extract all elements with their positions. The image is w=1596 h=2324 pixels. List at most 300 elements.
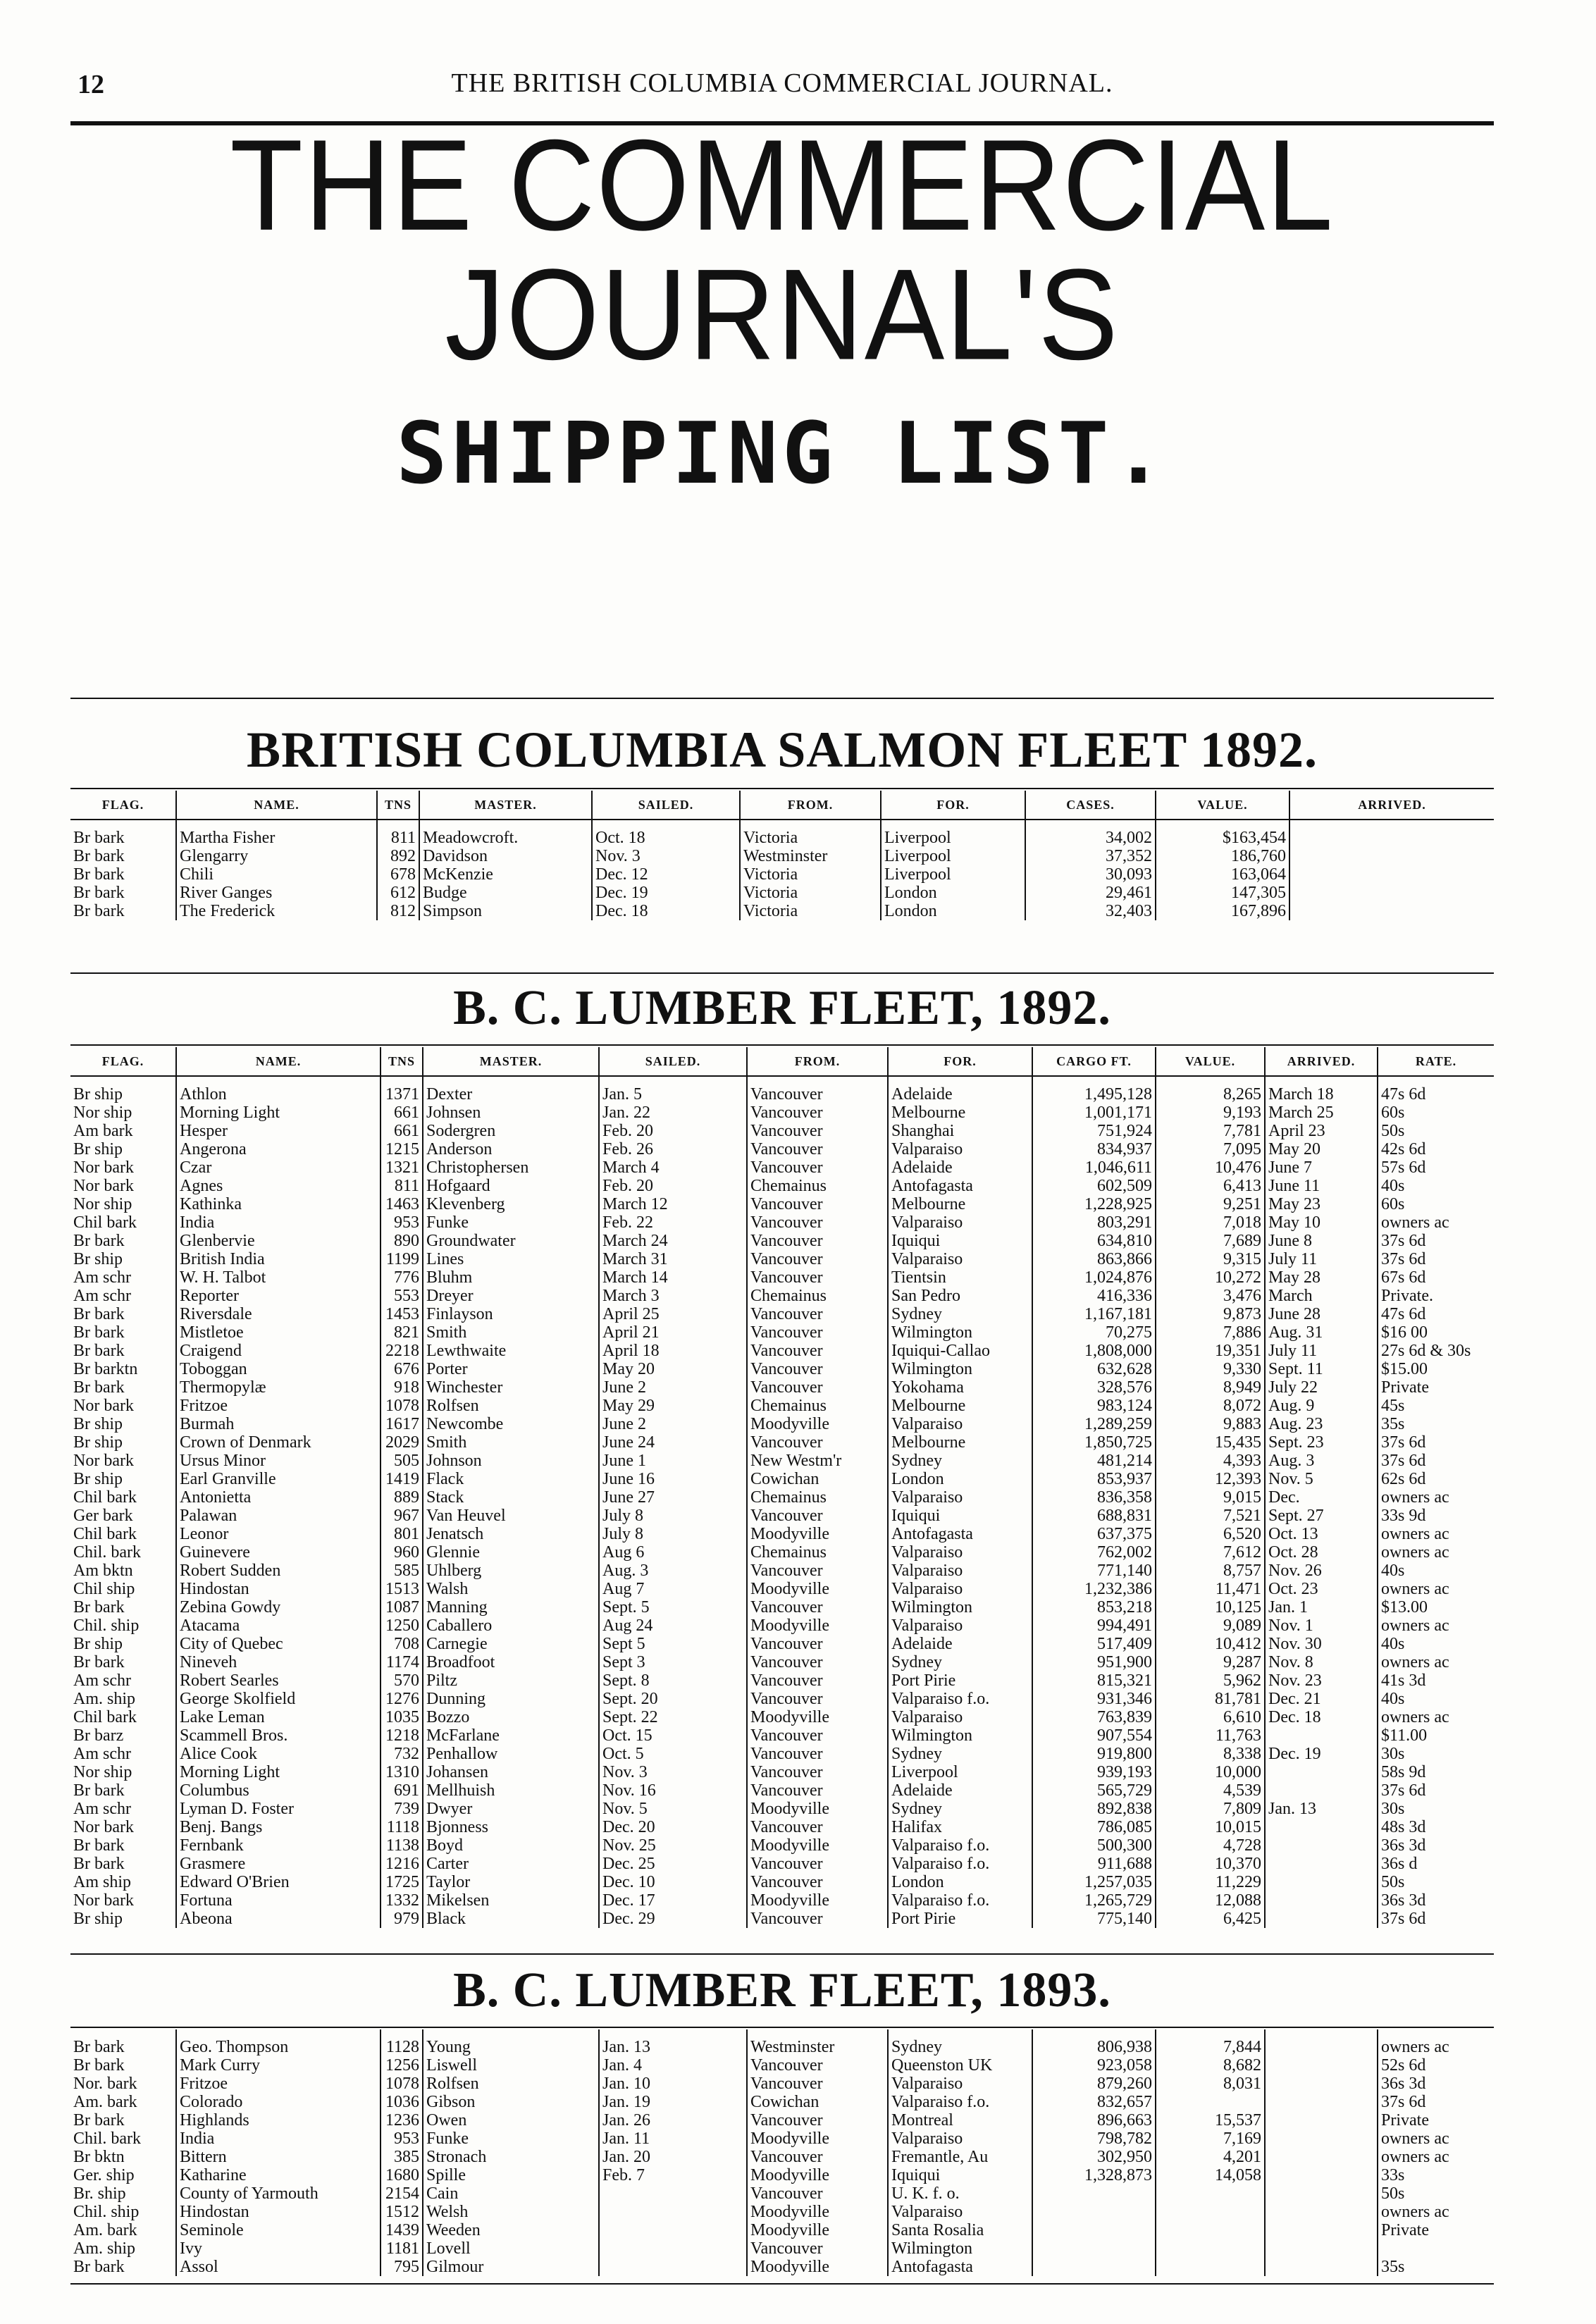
- cell-rate: owners ac: [1378, 2029, 1494, 2056]
- cell-master: Carter: [423, 1855, 599, 1873]
- cell-master: Klevenberg: [423, 1195, 599, 1213]
- cell-tons: 661: [381, 1104, 423, 1122]
- cell-master: McFarlane: [423, 1726, 599, 1745]
- cell-master: Owen: [423, 2111, 599, 2130]
- lumber1892-heading-rule: [70, 1044, 1494, 1046]
- cell-from: Vancouver: [747, 1763, 888, 1781]
- table-row: [70, 1122, 1494, 1140]
- cell-for: Sydney: [888, 1745, 1032, 1763]
- table-row: [70, 1323, 1494, 1342]
- cell-value: 15,537: [1156, 2111, 1265, 2130]
- lumber-1893-heading: B. C. LUMBER FLEET, 1893.: [453, 1963, 1111, 2017]
- cell-flag: Br bark: [73, 1342, 125, 1360]
- cell-name: Scammell Bros.: [176, 1726, 381, 1745]
- cell-master: Stack: [423, 1488, 599, 1507]
- cell-flag: Am schr: [73, 1268, 131, 1287]
- cell-sailed: Oct. 15: [599, 1726, 747, 1745]
- cell-arrived: [1265, 1873, 1378, 1891]
- cell-for: Queenston UK: [888, 2056, 1032, 2075]
- cell-name: Robert Sudden: [176, 1562, 381, 1580]
- cell-flag: Nor bark: [73, 1397, 134, 1415]
- cell-cargo: [1032, 2258, 1156, 2276]
- cell-for: Sydney: [888, 1305, 1032, 1323]
- cell-arrived: Aug. 31: [1265, 1323, 1378, 1342]
- lumber1892-top-rule: [70, 972, 1494, 974]
- cell-tons: 1218: [381, 1726, 423, 1745]
- cell-cargo: 602,509: [1032, 1177, 1156, 1195]
- cell-rate: Private: [1378, 1378, 1494, 1397]
- cell-value: 163,064: [1156, 865, 1289, 884]
- cell-from: Victoria: [740, 884, 881, 902]
- cell-for: Wilmington: [888, 1323, 1032, 1342]
- cell-tons: 967: [381, 1507, 423, 1525]
- cell-tons: 1371: [381, 1076, 423, 1104]
- cell-arrived: [1265, 1910, 1378, 1928]
- cell-master: Taylor: [423, 1873, 599, 1891]
- cell-arrived: [1265, 1855, 1378, 1873]
- cell-sailed: [599, 2258, 747, 2276]
- cell-rate: 35s: [1378, 2258, 1494, 2276]
- cell-arrived: [1265, 2111, 1378, 2130]
- cell-cargo: 565,729: [1032, 1781, 1156, 1800]
- cell-for: Valparaiso: [888, 2203, 1032, 2221]
- cell-tons: 1310: [381, 1763, 423, 1781]
- cell-rate: 47s 6d: [1378, 1305, 1494, 1323]
- cell-rate: 36s 3d: [1378, 2075, 1494, 2093]
- cell-for: Iquiqui: [888, 2166, 1032, 2184]
- cell-for: London: [888, 1873, 1032, 1891]
- cell-sailed: Aug 24: [599, 1617, 747, 1635]
- cell-value: 9,883: [1156, 1415, 1265, 1433]
- cell-sailed: Feb. 20: [599, 1122, 747, 1140]
- cell-sailed: Dec. 25: [599, 1855, 747, 1873]
- cell-arrived: May 23: [1265, 1195, 1378, 1213]
- salmon-top-rule: [70, 698, 1494, 699]
- cell-flag: Nor bark: [73, 1452, 134, 1470]
- cell-rate: 60s: [1378, 1104, 1494, 1122]
- cell-from: Vancouver: [747, 1305, 888, 1323]
- cell-sailed: Sept. 8: [599, 1671, 747, 1690]
- cell-cargo: 1,232,386: [1032, 1580, 1156, 1598]
- cell-arrived: Dec. 21: [1265, 1690, 1378, 1708]
- cell-name: Hindostan: [176, 1580, 381, 1598]
- table-row: [70, 1855, 1494, 1873]
- cell-for: Valparaiso: [888, 2130, 1032, 2148]
- cell-cargo: 416,336: [1032, 1287, 1156, 1305]
- cell-master: Funke: [423, 1213, 599, 1232]
- cell-master: Jenatsch: [423, 1525, 599, 1543]
- column-header: RATE.: [1378, 1047, 1494, 1076]
- column-header: FROM.: [740, 791, 881, 820]
- cell-rate: $16 00: [1378, 1323, 1494, 1342]
- cell-name: Kathinka: [176, 1195, 381, 1213]
- cell-rate: 48s 3d: [1378, 1818, 1494, 1836]
- cell-value: 7,809: [1156, 1800, 1265, 1818]
- cell-name: India: [176, 2130, 381, 2148]
- cell-value: 10,000: [1156, 1763, 1265, 1781]
- cell-master: Broadfoot: [423, 1653, 599, 1671]
- cell-for: Sydney: [888, 2029, 1032, 2056]
- cell-value: 11,229: [1156, 1873, 1265, 1891]
- cell-flag: Br bark: [73, 1598, 125, 1617]
- cell-sailed: [599, 2203, 747, 2221]
- cell-flag: Am schr: [73, 1800, 131, 1818]
- cell-from: Vancouver: [747, 1323, 888, 1342]
- cell-tons: 1419: [381, 1470, 423, 1488]
- cell-master: Dexter: [423, 1076, 599, 1104]
- cell-for: Iquiqui-Callao: [888, 1342, 1032, 1360]
- cell-tons: 1118: [381, 1818, 423, 1836]
- table-row: [70, 1195, 1494, 1213]
- cell-master: Black: [423, 1910, 599, 1928]
- table-row: [70, 1488, 1494, 1507]
- cell-value: 9,315: [1156, 1250, 1265, 1268]
- cell-sailed: Feb. 7: [599, 2166, 747, 2184]
- cell-tons: 676: [381, 1360, 423, 1378]
- cell-value: 10,015: [1156, 1818, 1265, 1836]
- cell-rate: [1378, 2239, 1494, 2258]
- cell-rate: $13.00: [1378, 1598, 1494, 1617]
- cell-name: India: [176, 1213, 381, 1232]
- cell-sailed: Feb. 20: [599, 1177, 747, 1195]
- cell-master: Gilmour: [423, 2258, 599, 2276]
- cell-master: Johansen: [423, 1763, 599, 1781]
- cell-cargo: 911,688: [1032, 1855, 1156, 1873]
- cell-rate: 33s 9d: [1378, 1507, 1494, 1525]
- bottom-rule: [70, 2283, 1494, 2285]
- cell-from: Victoria: [740, 865, 881, 884]
- cell-flag: Br bark: [73, 847, 125, 865]
- cell-cargo: 37,352: [1025, 847, 1156, 865]
- column-header: MASTER.: [419, 791, 592, 820]
- cell-name: Fernbank: [176, 1836, 381, 1855]
- cell-tons: 1250: [381, 1617, 423, 1635]
- cell-flag: Chil bark: [73, 1525, 137, 1543]
- cell-name: Seminole: [176, 2221, 381, 2239]
- cell-value: 9,193: [1156, 1104, 1265, 1122]
- cell-value: 9,330: [1156, 1360, 1265, 1378]
- cell-arrived: Nov. 5: [1265, 1470, 1378, 1488]
- table-row: [70, 2056, 1494, 2075]
- cell-from: Moodyville: [747, 1525, 888, 1543]
- cell-from: Westminster: [747, 2029, 888, 2056]
- cell-arrived: Aug. 9: [1265, 1397, 1378, 1415]
- cell-cargo: 1,228,925: [1032, 1195, 1156, 1213]
- table-row: [70, 2075, 1494, 2093]
- cell-tons: 739: [381, 1800, 423, 1818]
- cell-tons: 1181: [381, 2239, 423, 2258]
- cell-name: Czar: [176, 1158, 381, 1177]
- cell-tons: 892: [377, 847, 419, 865]
- cell-value: 81,781: [1156, 1690, 1265, 1708]
- cell-from: Vancouver: [747, 1653, 888, 1671]
- table-row: [70, 2029, 1494, 2056]
- cell-arrived: [1265, 2093, 1378, 2111]
- cell-name: Fritzoe: [176, 2075, 381, 2093]
- cell-master: Dwyer: [423, 1800, 599, 1818]
- cell-arrived: Aug. 23: [1265, 1415, 1378, 1433]
- cell-flag: Am schr: [73, 1671, 131, 1690]
- table-row: [70, 2111, 1494, 2130]
- cell-from: Moodyville: [747, 2258, 888, 2276]
- cell-sailed: April 25: [599, 1305, 747, 1323]
- cell-master: Boyd: [423, 1836, 599, 1855]
- cell-name: Atacama: [176, 1617, 381, 1635]
- table-row: [70, 1452, 1494, 1470]
- cell-cargo: 1,257,035: [1032, 1873, 1156, 1891]
- cell-from: Vancouver: [747, 1250, 888, 1268]
- cell-for: Valparaiso: [888, 1708, 1032, 1726]
- cell-master: Lines: [423, 1250, 599, 1268]
- cell-for: Valparaiso: [888, 1250, 1032, 1268]
- cell-flag: Br ship: [73, 1470, 123, 1488]
- cell-cargo: 1,495,128: [1032, 1076, 1156, 1104]
- cell-name: Fortuna: [176, 1891, 381, 1910]
- cell-for: Wilmington: [888, 1726, 1032, 1745]
- table-row: [70, 1562, 1494, 1580]
- cell-from: Vancouver: [747, 1140, 888, 1158]
- cell-rate: 62s 6d: [1378, 1470, 1494, 1488]
- cell-master: Smith: [423, 1323, 599, 1342]
- cell-master: Stronach: [423, 2148, 599, 2166]
- cell-master: Walsh: [423, 1580, 599, 1598]
- cell-flag: Chil bark: [73, 1213, 137, 1232]
- cell-flag: Nor bark: [73, 1158, 134, 1177]
- table-row: [70, 1653, 1494, 1671]
- cell-value: [1156, 2239, 1265, 2258]
- cell-flag: Br bark: [73, 1836, 125, 1855]
- cell-sailed: March 3: [599, 1287, 747, 1305]
- cell-sailed: Sept 3: [599, 1653, 747, 1671]
- cell-for: Valparaiso: [888, 1617, 1032, 1635]
- column-header: SAILED.: [592, 791, 740, 820]
- cell-sailed: Feb. 26: [599, 1140, 747, 1158]
- cell-tons: 1199: [381, 1250, 423, 1268]
- cell-tons: 1680: [381, 2166, 423, 2184]
- table-row: [70, 1342, 1494, 1360]
- cell-name: Colorado: [176, 2093, 381, 2111]
- cell-for: Liverpool: [888, 1763, 1032, 1781]
- table-row: [70, 1104, 1494, 1122]
- cell-from: Moodyville: [747, 1891, 888, 1910]
- cell-arrived: Dec. 19: [1265, 1745, 1378, 1763]
- cell-value: 11,471: [1156, 1580, 1265, 1598]
- cell-cargo: 1,024,876: [1032, 1268, 1156, 1287]
- cell-sailed: [599, 2239, 747, 2258]
- cell-rate: 33s: [1378, 2166, 1494, 2184]
- lumber-1893-table: [70, 2029, 1494, 2276]
- table-row: [70, 1140, 1494, 1158]
- cell-flag: Chil bark: [73, 1488, 137, 1507]
- table-row: [70, 2166, 1494, 2184]
- cell-rate: 45s: [1378, 1397, 1494, 1415]
- cell-tons: 1236: [381, 2111, 423, 2130]
- cell-value: 7,612: [1156, 1543, 1265, 1562]
- cell-value: [1156, 2203, 1265, 2221]
- table-row: [70, 865, 1494, 884]
- cell-cargo: 923,058: [1032, 2056, 1156, 2075]
- cell-cargo: 919,800: [1032, 1745, 1156, 1763]
- cell-for: Iquiqui: [888, 1507, 1032, 1525]
- table-row: [70, 1433, 1494, 1452]
- cell-cargo: 1,046,611: [1032, 1158, 1156, 1177]
- cell-value: 6,425: [1156, 1910, 1265, 1928]
- cell-master: Porter: [423, 1360, 599, 1378]
- salmon-fleet-table: [70, 791, 1494, 920]
- table-row: [70, 1415, 1494, 1433]
- table-row: [70, 1507, 1494, 1525]
- cell-flag: Ger. ship: [73, 2166, 135, 2184]
- cell-name: Nineveh: [176, 1653, 381, 1671]
- table-row: [70, 1598, 1494, 1617]
- cell-flag: Am. bark: [73, 2221, 137, 2239]
- cell-master: Dunning: [423, 1690, 599, 1708]
- cell-for: U. K. f. o.: [888, 2184, 1032, 2203]
- cell-flag: Chil bark: [73, 1708, 137, 1726]
- cell-from: Chemainus: [747, 1287, 888, 1305]
- column-header: CASES.: [1025, 791, 1156, 820]
- cell-value: [1156, 2184, 1265, 2203]
- cell-sailed: Jan. 11: [599, 2130, 747, 2148]
- cell-tons: 1453: [381, 1305, 423, 1323]
- cell-value: 8,757: [1156, 1562, 1265, 1580]
- lumber-1892-table: [70, 1047, 1494, 1928]
- cell-for: Liverpool: [881, 847, 1025, 865]
- cell-from: Chemainus: [747, 1177, 888, 1195]
- cell-value: 8,949: [1156, 1378, 1265, 1397]
- cell-name: Zebina Gowdy: [176, 1598, 381, 1617]
- cell-value: 10,476: [1156, 1158, 1265, 1177]
- cell-flag: Br ship: [73, 1415, 123, 1433]
- cell-rate: 36s 3d: [1378, 1836, 1494, 1855]
- table-row: [70, 2221, 1494, 2239]
- cell-cargo: 798,782: [1032, 2130, 1156, 2148]
- cell-master: Rolfsen: [423, 2075, 599, 2093]
- table-row: [70, 1232, 1494, 1250]
- cell-value: 7,169: [1156, 2130, 1265, 2148]
- cell-value: 14,058: [1156, 2166, 1265, 2184]
- table-row: [70, 1076, 1494, 1104]
- cell-arrived: [1289, 902, 1494, 920]
- cell-master: Uhlberg: [423, 1562, 599, 1580]
- cell-name: British India: [176, 1250, 381, 1268]
- table-row: [70, 1158, 1494, 1177]
- cell-from: Vancouver: [747, 2148, 888, 2166]
- cell-arrived: Dec. 18: [1265, 1708, 1378, 1726]
- cell-sailed: Jan. 13: [599, 2029, 747, 2056]
- cell-cargo: 892,838: [1032, 1800, 1156, 1818]
- cell-from: Vancouver: [747, 1562, 888, 1580]
- cell-sailed: June 27: [599, 1488, 747, 1507]
- cell-value: 9,287: [1156, 1653, 1265, 1671]
- cell-tons: 505: [381, 1452, 423, 1470]
- cell-sailed: March 14: [599, 1268, 747, 1287]
- cell-for: Sydney: [888, 1452, 1032, 1470]
- cell-value: 9,089: [1156, 1617, 1265, 1635]
- cell-value: 12,088: [1156, 1891, 1265, 1910]
- table-row: [70, 1305, 1494, 1323]
- cell-from: Chemainus: [747, 1488, 888, 1507]
- cell-sailed: Jan. 22: [599, 1104, 747, 1122]
- table-row: [70, 902, 1494, 920]
- cell-rate: 37s 6d: [1378, 1250, 1494, 1268]
- table-row: [70, 1763, 1494, 1781]
- cell-rate: 47s 6d: [1378, 1076, 1494, 1104]
- cell-rate: 37s 6d: [1378, 2093, 1494, 2111]
- cell-for: Valparaiso: [888, 1580, 1032, 1598]
- cell-flag: Br. ship: [73, 2184, 126, 2203]
- cell-flag: Am ship: [73, 1873, 132, 1891]
- cell-tons: 1463: [381, 1195, 423, 1213]
- table-row: [70, 1800, 1494, 1818]
- cell-from: Vancouver: [747, 1076, 888, 1104]
- cell-arrived: June 7: [1265, 1158, 1378, 1177]
- cell-from: Moodyville: [747, 2166, 888, 2184]
- cell-from: Vancouver: [747, 1635, 888, 1653]
- cell-rate: 40s: [1378, 1177, 1494, 1195]
- cell-arrived: Jan. 1: [1265, 1598, 1378, 1617]
- cell-cargo: 688,831: [1032, 1507, 1156, 1525]
- cell-value: 10,272: [1156, 1268, 1265, 1287]
- cell-for: Valparaiso: [888, 1140, 1032, 1158]
- cell-arrived: [1265, 1726, 1378, 1745]
- cell-rate: 50s: [1378, 1873, 1494, 1891]
- cell-cargo: 634,810: [1032, 1232, 1156, 1250]
- table-row: [70, 1525, 1494, 1543]
- cell-flag: Br ship: [73, 1910, 123, 1928]
- cell-tons: 1216: [381, 1855, 423, 1873]
- cell-from: Vancouver: [747, 2111, 888, 2130]
- cell-arrived: Jan. 13: [1265, 1800, 1378, 1818]
- cell-for: Valparaiso: [888, 1415, 1032, 1433]
- cell-flag: Br barktn: [73, 1360, 138, 1378]
- cell-arrived: [1265, 1891, 1378, 1910]
- cell-sailed: March 24: [599, 1232, 747, 1250]
- cell-for: London: [888, 1470, 1032, 1488]
- cell-from: Vancouver: [747, 1855, 888, 1873]
- cell-from: Vancouver: [747, 1507, 888, 1525]
- cell-arrived: Nov. 8: [1265, 1653, 1378, 1671]
- cell-value: 186,760: [1156, 847, 1289, 865]
- cell-rate: 37s 6d: [1378, 1452, 1494, 1470]
- cell-arrived: [1265, 2239, 1378, 2258]
- cell-from: Chemainus: [747, 1397, 888, 1415]
- cell-cargo: [1032, 2239, 1156, 2258]
- salmon-fleet-heading: BRITISH COLUMBIA SALMON FLEET 1892.: [247, 722, 1318, 778]
- cell-name: City of Quebec: [176, 1635, 381, 1653]
- cell-master: Penhallow: [423, 1745, 599, 1763]
- cell-cargo: 786,085: [1032, 1818, 1156, 1836]
- table-row: [70, 2093, 1494, 2111]
- cell-sailed: Nov. 25: [599, 1836, 747, 1855]
- cell-rate: 37s 6d: [1378, 1781, 1494, 1800]
- cell-sailed: Dec. 12: [592, 865, 740, 884]
- cell-master: Cain: [423, 2184, 599, 2203]
- cell-cargo: 853,937: [1032, 1470, 1156, 1488]
- cell-arrived: April 23: [1265, 1122, 1378, 1140]
- cell-from: Vancouver: [747, 1342, 888, 1360]
- cell-arrived: [1265, 2184, 1378, 2203]
- cell-for: London: [881, 902, 1025, 920]
- column-header: FOR.: [888, 1047, 1032, 1076]
- cell-rate: 57s 6d: [1378, 1158, 1494, 1177]
- cell-value: 7,781: [1156, 1122, 1265, 1140]
- cell-name: Thermopylæ: [176, 1378, 381, 1397]
- cell-for: Valparaiso f.o.: [888, 1891, 1032, 1910]
- cell-cargo: 70,275: [1032, 1323, 1156, 1342]
- cell-tons: 821: [381, 1323, 423, 1342]
- cell-cargo: 517,409: [1032, 1635, 1156, 1653]
